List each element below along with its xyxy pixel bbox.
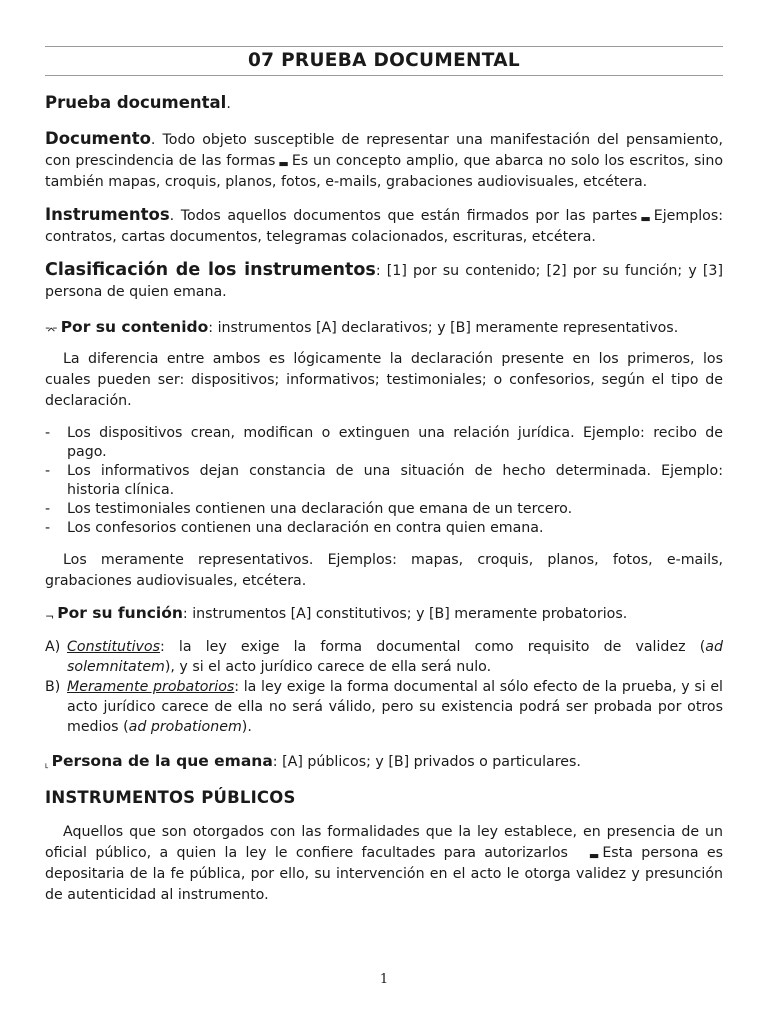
- list-item: - Los dispositivos crean, modifican o extinguen una relación jurídica. Ejemplo: recibo de pago.: [45, 425, 723, 460]
- documento-term: Documento: [45, 129, 151, 148]
- paragraph-diferencia: La diferencia entre ambos es lógicamente la declaración presente en los primeros, los cuales pueden ser: dispositivos; informativos; testimoniales; o confesorios, según el tipo de declaración.: [45, 351, 723, 409]
- paragraph-representativos: Los meramente representativos. Ejemplos: mapas, croquis, planos, fotos, e-mails, grabaciones audiovisuales, etcétera.: [45, 552, 723, 589]
- instrumentos-term: Instrumentos: [45, 205, 170, 224]
- persona-bullet-icon: ˪: [45, 758, 49, 771]
- probatorios-term: Meramente probatorios: [67, 679, 235, 695]
- heading-por-su-contenido: ⌤ Por su contenido: instrumentos [A] declarativos; y [B] meramente representativos.: [45, 317, 723, 339]
- prueba-documental-label: Prueba documental: [45, 93, 227, 112]
- paragraph-publicos: Aquellos que son otorgados con las formalidades que la ley establece, en presencia de un oficial público, a quien la ley le confiere facultades para autorizarlos ▬ Esta persona es depositaria de la fe pública, por ello, su intervención en el acto le otorga validez y presunción de autenticidad al instrumento.: [45, 824, 724, 903]
- list-item: - Los confesorios contienen una declaración en contra quien emana.: [45, 520, 544, 536]
- paragraph-instrumentos: Instrumentos. Todos aquellos documentos que están firmados por las partes ▬ Ejemplos: contratos, cartas documentos, telegramas colacionados, escrituras, etcétera.: [45, 205, 723, 245]
- por-su-contenido-label: Por su contenido: [60, 318, 209, 336]
- dash-glyph-icon: ▬: [278, 157, 289, 170]
- constitutivos-term: Constitutivos: [67, 639, 161, 655]
- dash-glyph-icon: ▬: [588, 849, 600, 862]
- page-number: 1: [379, 972, 389, 987]
- por-su-funcion-label: Por su función: [57, 604, 183, 622]
- list-item-constitutivos: A) Constitutivos: la ley exige la forma documental como requisito de validez (ad solemnitatem), y si el acto jurídico carece de ella será nulo.: [45, 639, 723, 675]
- funcion-list: [45, 637, 723, 737]
- heading-instrumentos-publicos: INSTRUMENTOS PÚBLICOS: [45, 788, 296, 807]
- heading-persona-que-emana: ˪ Persona de la que emana: [A] públicos; y [B] privados o particulares.: [45, 751, 723, 773]
- declarativos-list: [45, 424, 723, 538]
- document-page: [45, 0, 723, 906]
- contenido-bullet-icon: ⌤: [45, 324, 58, 337]
- section-prueba-documental: Prueba documental.: [45, 93, 231, 112]
- clasificacion-term: Clasificación de los instrumentos: [45, 260, 376, 280]
- dash-glyph-icon: ▬: [640, 212, 651, 225]
- list-item: - Los testimoniales contienen una declaración que emana de un tercero.: [45, 501, 573, 517]
- paragraph-clasificacion: Clasificación de los instrumentos: [1] por su contenido; [2] por su función; y [3] persona de quien emana.: [45, 260, 723, 300]
- list-item: - Los informativos dejan constancia de una situación de hecho determinada. Ejemplo: historia clínica.: [45, 463, 723, 498]
- funcion-bullet-icon: ¬: [45, 610, 55, 623]
- paragraph-documento: Documento. Todo objeto susceptible de representar una manifestación del pensamiento, con prescindencia de las formas ▬ Es un concepto amplio, que abarca no solo los escritos, sino también mapas, croquis, planos, fotos, e-mails, grabaciones audiovisuales, etcétera.: [45, 129, 724, 190]
- list-item-probatorios: B) Meramente probatorios: la ley exige la forma documental al sólo efecto de la prueba, y si el acto jurídico carece de ella no será válido, pero su existencia podrá ser probada por otros medios (ad probationem).: [45, 679, 724, 735]
- persona-label: Persona de la que emana: [51, 752, 273, 770]
- title-bottom-rule: [45, 75, 723, 76]
- document-title: 07 PRUEBA DOCUMENTAL: [247, 50, 520, 71]
- heading-por-su-funcion: ¬ Por su función: instrumentos [A] constitutivos; y [B] meramente probatorios.: [45, 603, 723, 625]
